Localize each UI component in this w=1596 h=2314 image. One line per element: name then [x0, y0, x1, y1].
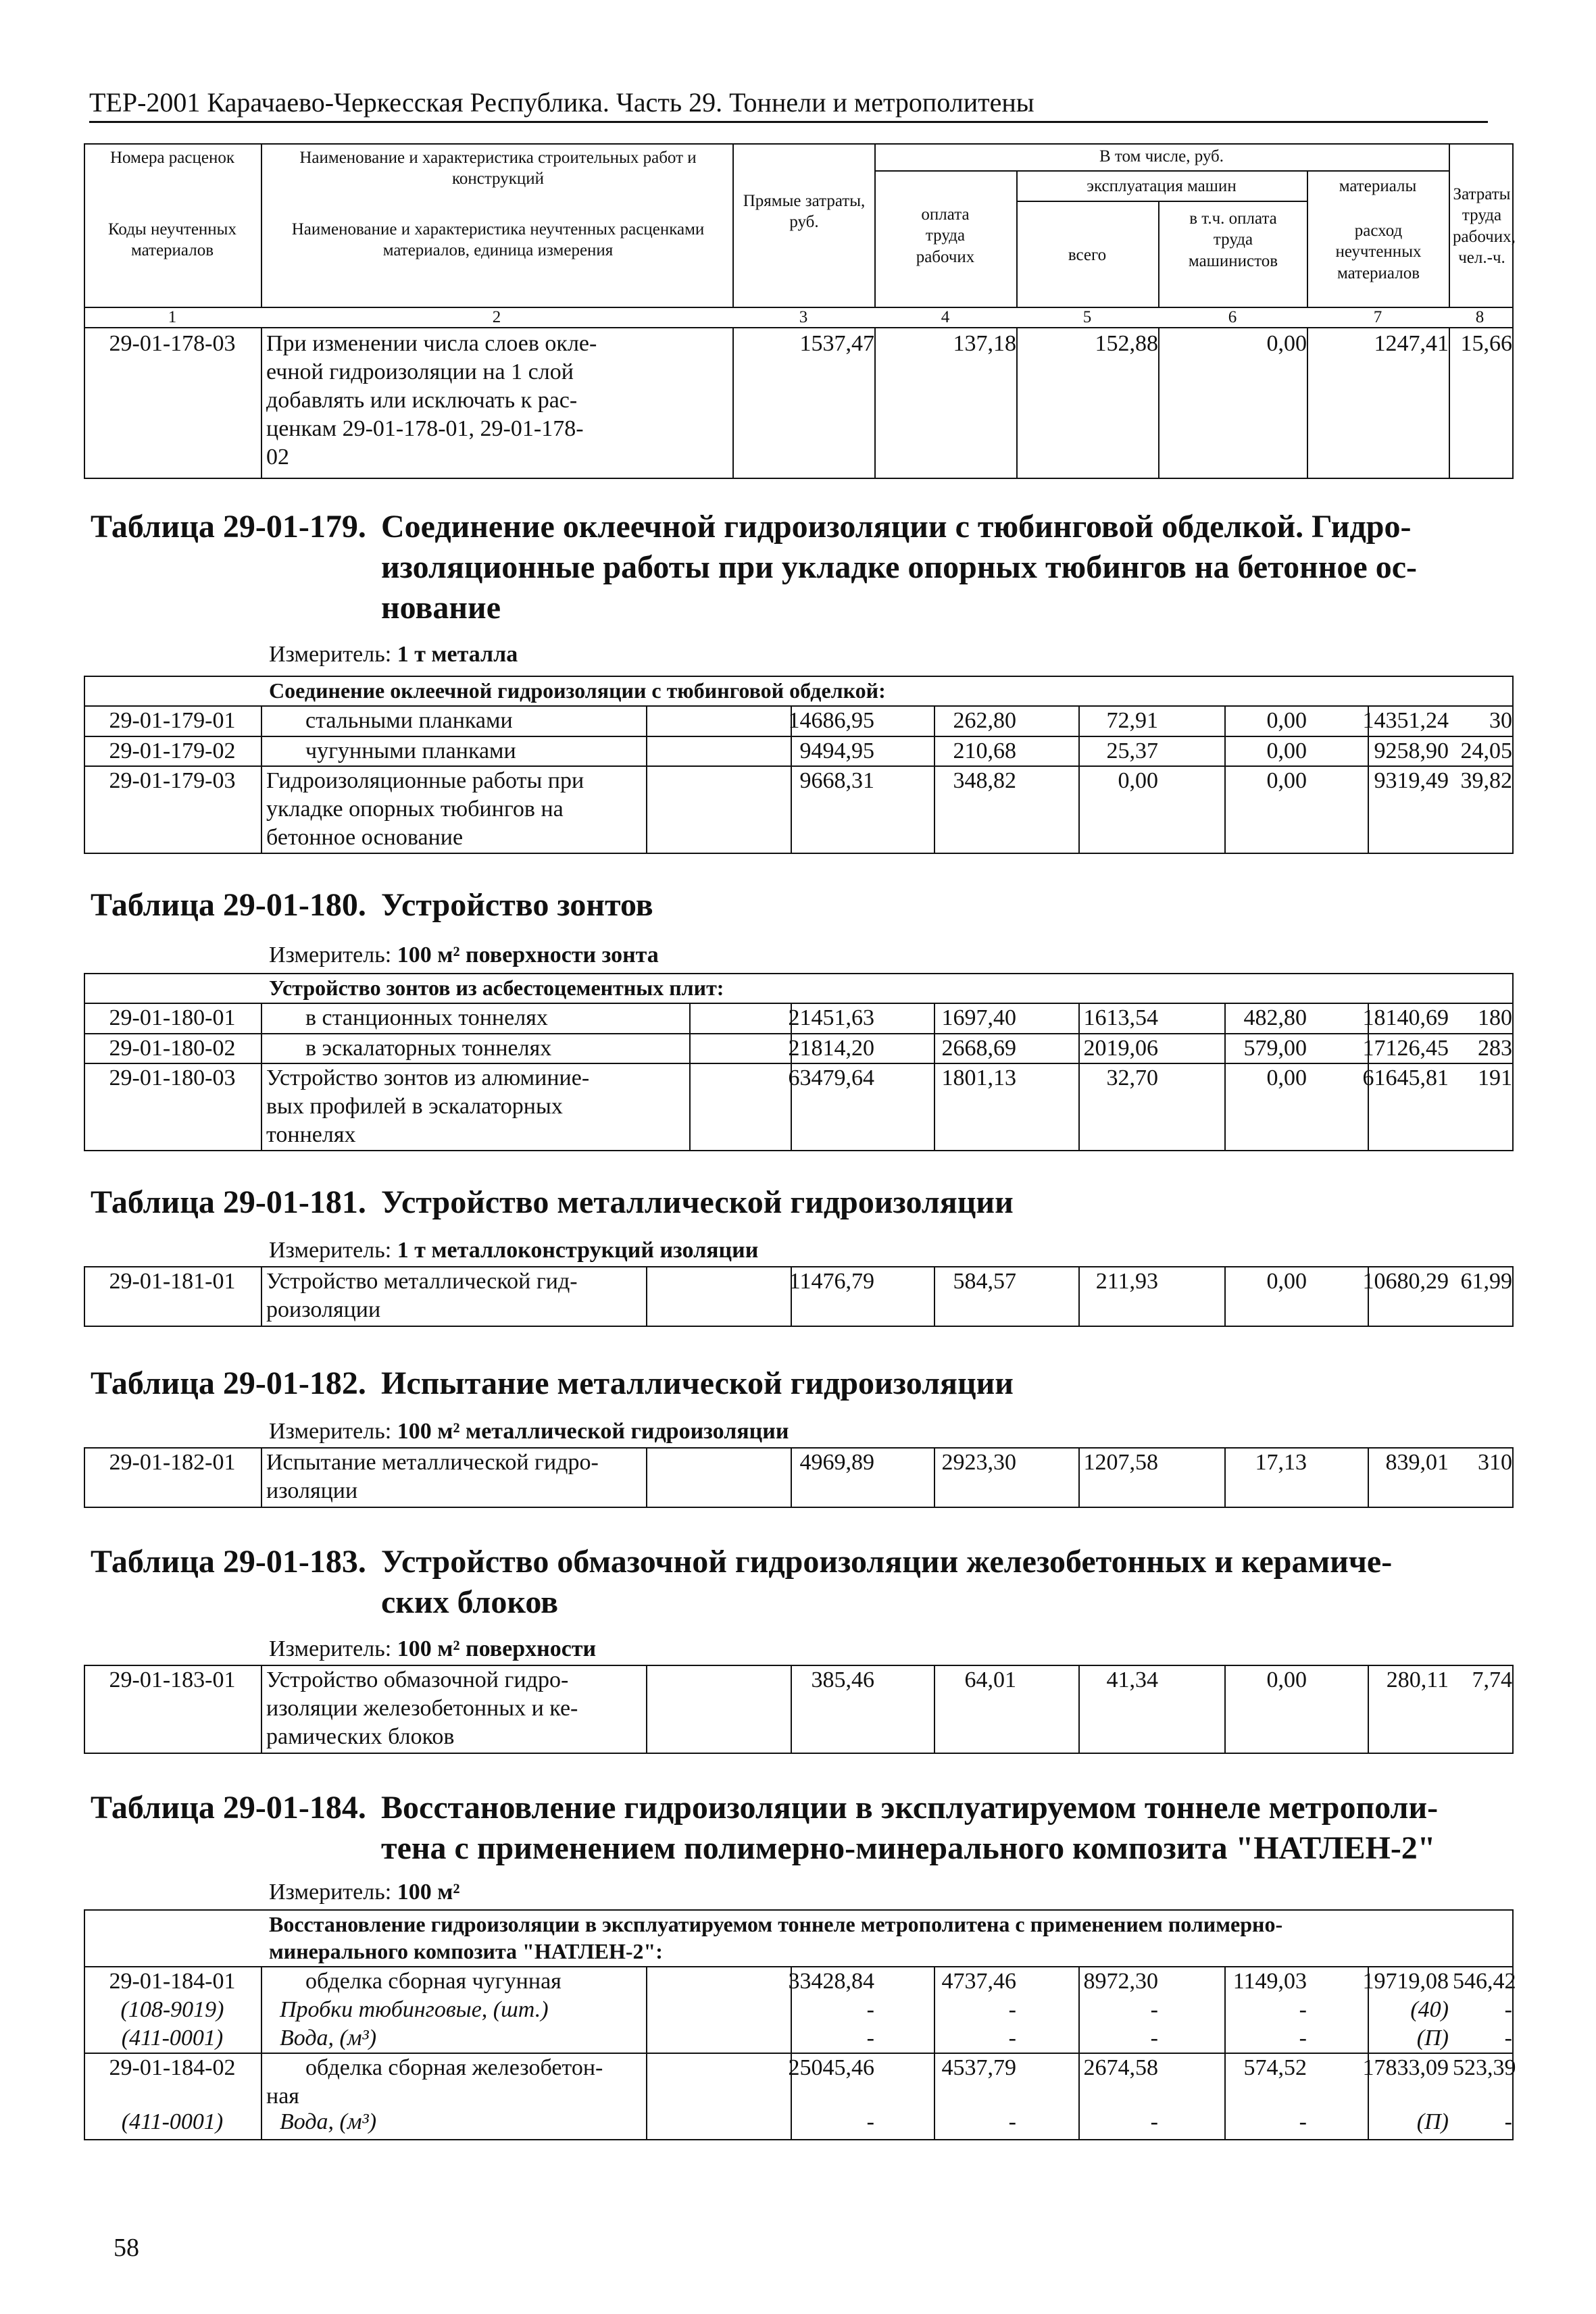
table-184-section: Восстановление гидроизоляции в эксплуатируемом тоннеле метрополитена с применением полимерно- минерального композита "НАТЛЕН-2": — [269, 1912, 1283, 1963]
page-header: ТЕР-2001 Карачаево-Черкесская Республика. Часть 29. Тоннели и метрополитены — [89, 86, 1488, 123]
machines-head: эксплуатация машин — [1087, 177, 1237, 195]
col7-head: расход неучтенных материалов — [1335, 222, 1422, 282]
table-183-measure: Измеритель: 100 м² поверхности — [269, 1636, 597, 1661]
table-182-title: Таблица 29-01-182. Испытание металлической гидроизоляции — [91, 1365, 1014, 1401]
col2-top: Наименование и характеристика строительных работ и конструкций — [299, 149, 697, 188]
col4-head: оплата труда рабочих — [916, 205, 975, 266]
column-numbers: 1 2 3 4 5 6 7 8 — [84, 307, 1514, 328]
table-header — [84, 143, 1514, 307]
group-head: В том числе, руб. — [1099, 147, 1224, 166]
table-184-measure: Измеритель: 100 м² — [269, 1880, 460, 1905]
table-184-title: Таблица 29-01-184. Восстановление гидроизоляции в эксплуатируемом тоннеле метрополи- тена с применением полимерно-минерального композита "НАТЛЕН-2" — [91, 1790, 1439, 1866]
col5-head: всего — [1068, 246, 1107, 264]
col3-head: Прямые затраты, руб. — [743, 192, 866, 232]
table-180-measure: Измеритель: 100 м² поверхности зонта — [269, 942, 659, 967]
table-row: 29-01-178-03 При изменении числа слоев окле- ечной гидроизоляции на 1 слой добавлять или исключать к рас- ценкам 29-01-178-01, 29-01-178- 02 1537,47 137,18 152,88 0,00 1247,41 15,66 — [109, 331, 1512, 470]
table-182-measure: Измеритель: 100 м² металлической гидроизоляции — [269, 1419, 789, 1444]
table-181-title: Таблица 29-01-181. Устройство металлической гидроизоляции — [91, 1184, 1014, 1220]
table-180-section: Устройство зонтов из асбестоцементных плит: — [269, 976, 724, 1000]
table-179-measure: Измеритель: 1 т металла — [269, 642, 518, 667]
table-181-measure: Измеритель: 1 т металлоконструкций изоляции — [269, 1238, 759, 1263]
table-183-title: Таблица 29-01-183. Устройство обмазочной гидроизоляции железобетонных и керамиче- ских блоков — [91, 1544, 1393, 1620]
col6-head: в т.ч. оплата труда машинистов — [1188, 209, 1278, 270]
col1-bottom: Коды неучтенных материалов — [108, 220, 236, 260]
col8-head: Затраты труда рабочих, чел.-ч. — [1453, 185, 1516, 267]
page-number: 58 — [114, 2234, 139, 2262]
table-180-title: Таблица 29-01-180. Устройство зонтов — [91, 887, 653, 923]
col1-top: Номера расценок — [109, 149, 235, 167]
materials-head: материалы — [1339, 177, 1417, 195]
table-179-section: Соединение оклеечной гидроизоляции с тюбинговой обделкой: — [269, 678, 886, 703]
col2-bottom: Наименование и характеристика неучтенных расценками материалов, единица измерения — [291, 220, 705, 260]
table-179-title: Таблица 29-01-179. Соединение оклеечной гидроизоляции с тюбинговой обделкой. Гидро- изоляционные работы при укладке опорных тюбингов на бетонное ос- нование — [91, 509, 1418, 626]
